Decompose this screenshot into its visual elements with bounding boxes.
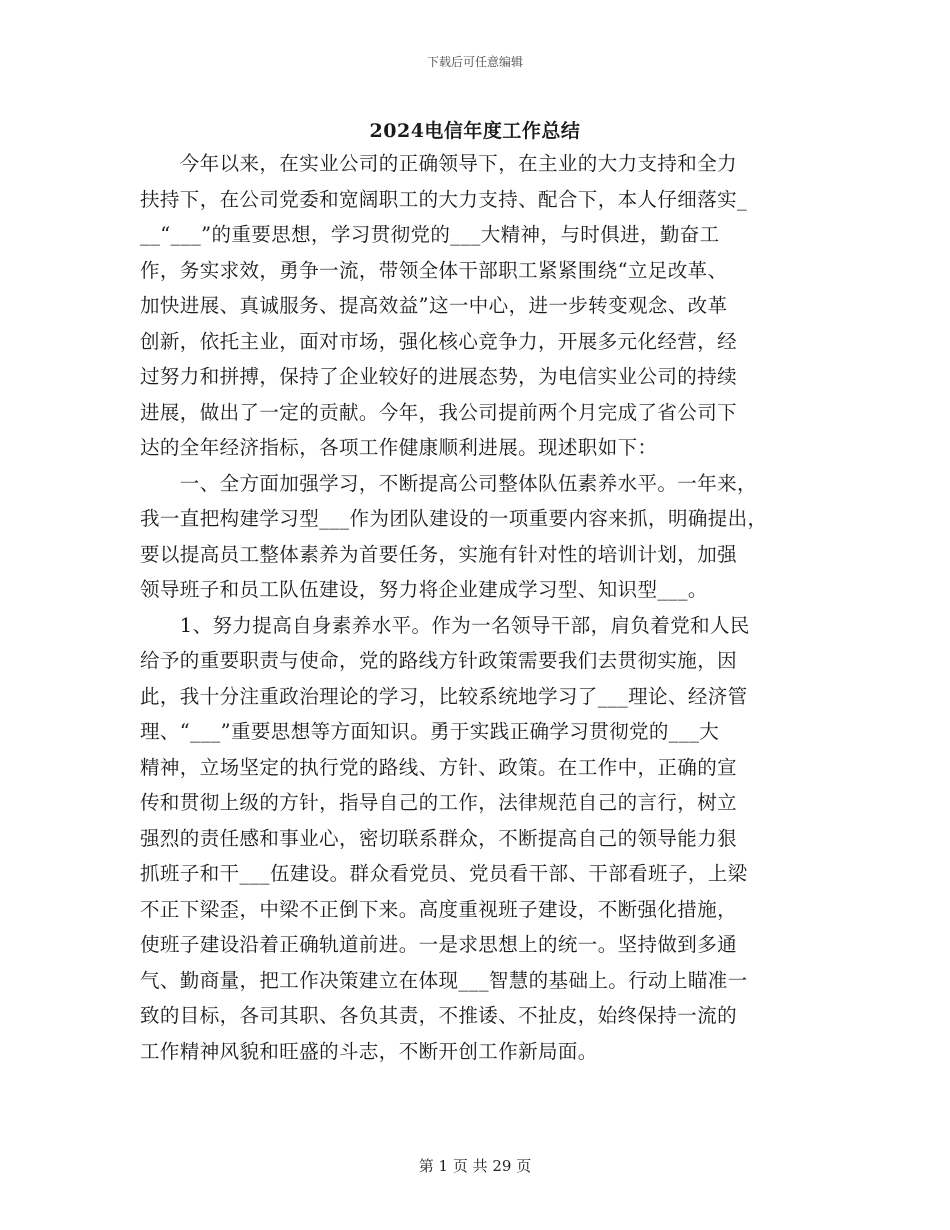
document-title: 2024电信年度工作总结 <box>369 120 581 142</box>
body-line: 要以提高员工整体素养为首要任务，实施有针对性的培训计划，加强 <box>140 542 738 566</box>
body-line: 传和贯彻上级的方针，指导自己的工作，法律规范自己的言行，树立 <box>140 791 738 814</box>
body-line: 理、“___”重要思想等方面知识。勇于实践正确学习贯彻党的___大 <box>140 720 720 743</box>
body-line: 作，务实求效，勇争一流，带领全体干部职工紧紧围绕“立足改革、 <box>140 258 728 282</box>
body-line: 使班子建设沿着正确轨道前进。一是求思想上的统一。坚持做到多通 <box>140 933 738 956</box>
body-line: 今年以来，在实业公司的正确领导下，在主业的大力支持和全力 <box>140 152 738 175</box>
body-line: 此，我十分注重政治理论的学习，比较系统地学习了___理论、经济管 <box>140 684 748 708</box>
document-body <box>140 146 820 1069</box>
body-line: 致的目标，各司其职、各负其责，不推诿、不扯皮，始终保持一流的 <box>140 1004 738 1027</box>
body-line: 气、勤商量，把工作决策建立在体现___智慧的基础上。行动上瞄准一 <box>140 968 748 992</box>
body-line: 过努力和拼搏，保持了企业较好的进展态势，为电信实业公司的持续 <box>140 365 738 388</box>
body-line: 工作精神风貌和旺盛的斗志，不断开创工作新局面。 <box>140 1039 598 1063</box>
body-line: 进展，做出了一定的贡献。今年，我公司提前两个月完成了省公司下 <box>140 400 738 424</box>
body-line: __“___”的重要思想，学习贯彻党的___大精神，与时俱进，勤奋工 <box>140 223 720 246</box>
body-line: 给予的重要职责与使命，党的路线方针政策需要我们去贯彻实施，因 <box>140 649 738 672</box>
body-line: 精神，立场坚定的执行党的路线、方针、政策。在工作中，正确的宣 <box>140 755 738 779</box>
page-header-note: 下载后可任意编辑 <box>426 55 523 69</box>
body-line: 扶持下，在公司党委和宽阔职工的大力支持、配合下，本人仔细落实_ <box>140 187 748 211</box>
body-line: 一、全方面加强学习，不断提高公司整体队伍素养水平。一年来， <box>140 471 757 495</box>
body-line: 领导班子和员工队伍建设，努力将企业建成学习型、知识型___。 <box>140 578 708 601</box>
body-line: 我一直把构建学习型___作为团队建设的一项重要内容来抓，明确提出， <box>140 507 768 530</box>
body-line: 不正下梁歪，中梁不正倒下来。高度重视班子建设，不断强化措施， <box>140 897 738 921</box>
body-line: 1、努力提高自身素养水平。作为一名领导干部，肩负着党和人民 <box>140 613 750 637</box>
body-line: 达的全年经济指标，各项工作健康顺利进展。现述职如下： <box>140 436 658 459</box>
page-footer: 第 1 页 共 29 页 <box>418 1157 532 1175</box>
body-line: 加快进展、真诚服务、提高效益”这一中心，进一步转变观念、改革 <box>140 294 728 317</box>
body-line: 抓班子和干___伍建设。群众看党员、党员看干部、干部看班子，上梁 <box>140 862 748 885</box>
body-line: 创新，依托主业，面对市场，强化核心竞争力，开展多元化经营，经 <box>140 329 738 353</box>
body-line: 强烈的责任感和事业心，密切联系群众，不断提高自己的领导能力狠 <box>140 826 738 850</box>
